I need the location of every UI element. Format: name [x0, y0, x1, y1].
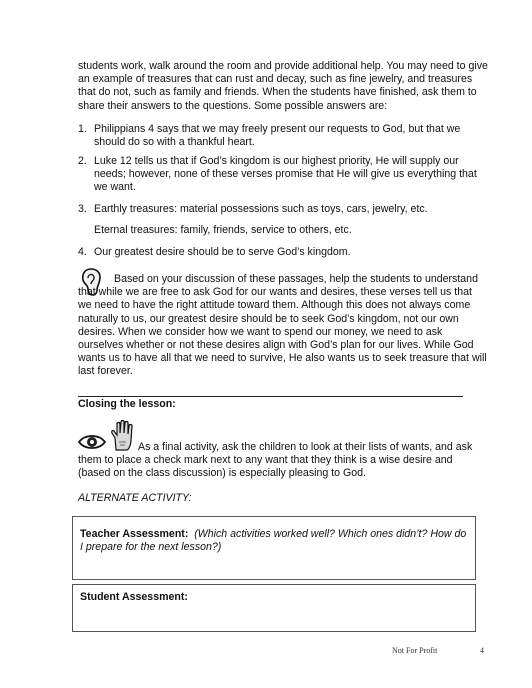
student-assessment-label: Student Assessment:: [80, 591, 188, 603]
discussion-text: Based on your discussion of these passages, help the students to understand that while we are free to ask God for our wants and desires, these verses tell us that we need to have the right attitude toward them. Although this does not always come naturally to us, our greatest desire should be to seek God’s kingdom, not our own desires. When we consider how we want to spend our money, we need to ask ourselves whether or not these desires align with God’s plan for our lives. While God wants us to have all that we need to survive, He also wants us to seek treasure that will last forever.: [78, 273, 487, 378]
answer-text: Luke 12 tells us that if God’s kingdom is our highest priority, He will supply our needs; however, none of these verses promise that He will give us everything that we want.: [94, 155, 477, 194]
closing-text: As a final activity, ask the children to look at their lists of wants, and ask them to place a check mark next to any want that they think is a wise desire and (based on the class discussion) is especially pleasing to God.: [78, 441, 473, 480]
teacher-assessment-box[interactable]: [72, 516, 476, 580]
section-divider: [78, 396, 463, 397]
answer-text: Eternal treasures: family, friends, service to others, etc.: [94, 224, 352, 236]
alternate-activity-label: ALTERNATE ACTIVITY:: [78, 492, 192, 504]
answer-text: Our greatest desire should be to serve God’s kingdom.: [94, 246, 351, 258]
answer-number: 3.: [78, 203, 87, 215]
answer-number: 1.: [78, 123, 87, 135]
answer-text: Philippians 4 says that we may freely present our requests to God, but that we should do so with a thankful heart.: [94, 123, 461, 149]
answer-text: Earthly treasures: material possessions such as toys, cars, jewelry, etc.: [94, 203, 428, 215]
answer-number: 4.: [78, 246, 87, 258]
closing-heading: Closing the lesson:: [78, 398, 176, 410]
intro-paragraph: students work, walk around the room and provide additional help. You may need to give an example of treasures that can rust and decay, such as fine jewelry, and treasures that do not, such as family and friends. When the students have finished, ask them to share their answers to the questions. Some possible answers are:: [78, 60, 488, 112]
answer-number: 2.: [78, 155, 87, 167]
student-assessment-box[interactable]: [72, 584, 476, 632]
closing-paragraph: [78, 441, 480, 481]
page-number: 4: [480, 646, 484, 655]
footer-text: Not For Profit: [392, 646, 438, 655]
discussion-paragraph: [78, 273, 488, 379]
teacher-assessment-hint: (Which activities worked well? Which ones didn’t? How do I prepare for the next lesson?): [80, 528, 467, 554]
teacher-assessment-label: Teacher Assessment:: [80, 528, 189, 540]
